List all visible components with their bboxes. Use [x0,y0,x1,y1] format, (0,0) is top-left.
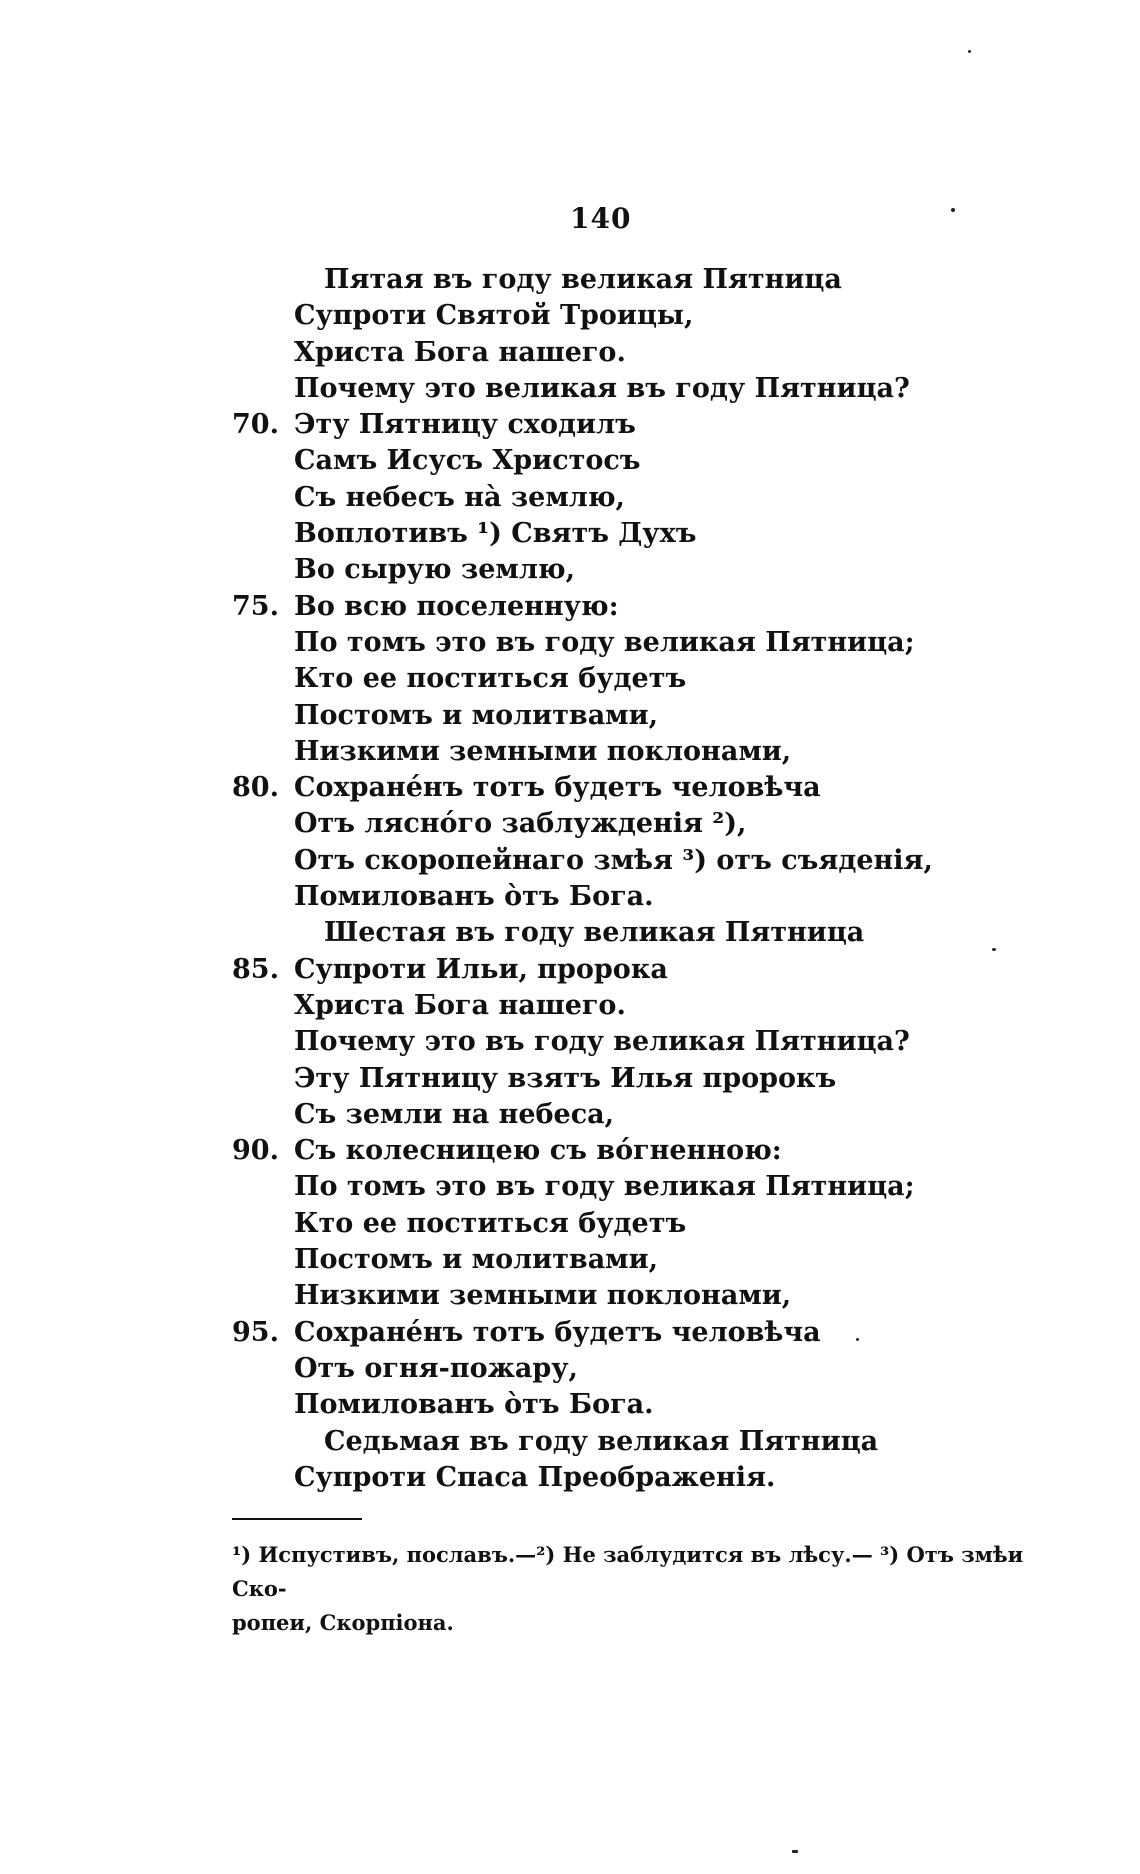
footnote-line: ¹) Испустивъ, пославъ.—²) Не заблудится въ лѣсу.— ³) Отъ змѣи Ско- [232,1542,1024,1601]
verse-line [232,879,1032,915]
verse-line [232,1424,1032,1460]
scan-speck [968,50,971,53]
line-text: Почему это въ году великая Пятница? [294,1026,910,1058]
verse-line [232,443,1032,479]
verse-line [232,1351,1032,1387]
verse-line [232,1024,1032,1060]
line-number: 70. [232,409,279,441]
verse-line [232,371,1032,407]
verse-line [232,988,1032,1024]
scan-speck [951,208,955,212]
line-text: Низкими земными поклонами, [294,1280,792,1312]
line-text: Кто ее поститься будетъ [294,1207,687,1239]
footnote-divider [232,1518,362,1520]
line-text: Седьмая въ году великая Пятница [324,1425,879,1457]
line-text: Супроти Спаса Преображенія. [294,1461,776,1493]
line-text: Почему это великая въ году Пятница? [294,372,910,404]
footnotes [232,1538,1032,1640]
line-text: Христа Бога нашего. [294,336,626,368]
line-text: Помилованъ о̀тъ Бога. [294,881,654,913]
verse-line [232,1387,1032,1423]
verse-line [232,335,1032,371]
line-text: По томъ это въ году великая Пятница; [294,1171,915,1203]
line-text: Сохране́нъ тотъ будетъ человѣча [294,1316,821,1348]
line-text: Во сырую землю, [294,554,575,586]
line-text: Съ земли на небеса, [294,1098,615,1130]
line-text: Съ небесъ на̀ землю, [294,481,625,513]
verse-line [232,734,1032,770]
scan-speck [856,1338,859,1341]
line-text: Самъ Исусъ Христосъ [294,445,641,477]
line-text: Пятая въ году великая Пятница [324,264,842,295]
verse-line [232,1061,1032,1097]
verse-line [232,480,1032,516]
line-text: Низкими земными поклонами, [294,735,792,767]
line-number: 90. [232,1135,279,1167]
page-number: 140 [570,202,632,235]
line-text: Эту Пятницу сходилъ [294,409,636,441]
verse-line [232,625,1032,661]
verse-line [232,770,1032,806]
verse-line [232,806,1032,842]
verse-line [232,1242,1032,1278]
line-text: Сохране́нъ тотъ будетъ человѣча [294,772,821,804]
verse-line [232,661,1032,697]
line-text: Постомъ и молитвами, [294,1244,659,1276]
line-number: 75. [232,590,279,622]
line-text: Воплотивъ ¹) Святъ Духъ [294,518,697,550]
scan-speck [992,948,996,951]
line-text: Христа Бога нашего. [294,989,626,1021]
line-text: Эту Пятницу взятъ Илья пророкъ [294,1062,837,1094]
line-number: 95. [232,1316,279,1348]
line-number: 80. [232,772,279,804]
line-number: 85. [232,953,279,985]
line-text: Шестая въ году великая Пятница [324,917,865,949]
verse-line [232,1460,1032,1496]
verse-line [232,1206,1032,1242]
line-text: Кто ее поститься будетъ [294,663,687,695]
verse-line [232,843,1032,879]
line-text: Постомъ и молитвами, [294,699,659,731]
line-text: Супроти Святой Троицы, [294,300,694,332]
verse-line [232,915,1032,951]
scan-speck [792,1850,798,1853]
verse-line [232,407,1032,443]
line-text: Во всю поселенную: [294,590,619,622]
verse-line [232,1315,1032,1351]
line-text: Отъ лясно́го заблужденія ²), [294,808,747,840]
verse-line [232,1278,1032,1314]
verse-line [232,552,1032,588]
verse-line [232,1133,1032,1169]
line-text: Супроти Ильи, пророка [294,953,668,985]
verse-line [232,516,1032,552]
verse-body [232,262,1032,1496]
footnote-line: ропеи, Скорпіона. [232,1610,454,1635]
line-text: Съ колесницею съ во́гненною: [294,1135,782,1167]
verse-line [232,1097,1032,1133]
verse-line [232,298,1032,334]
verse-line [232,1169,1032,1205]
line-text: Отъ огня-пожару, [294,1352,578,1384]
verse-line [232,589,1032,625]
line-text: По томъ это въ году великая Пятница; [294,626,915,658]
verse-line [232,262,1032,298]
verse-line [232,698,1032,734]
line-text: Помилованъ о̀тъ Бога. [294,1389,654,1421]
line-text: Отъ скоропейнаго змѣя ³) отъ съяденія, [294,844,933,876]
verse-line [232,952,1032,988]
